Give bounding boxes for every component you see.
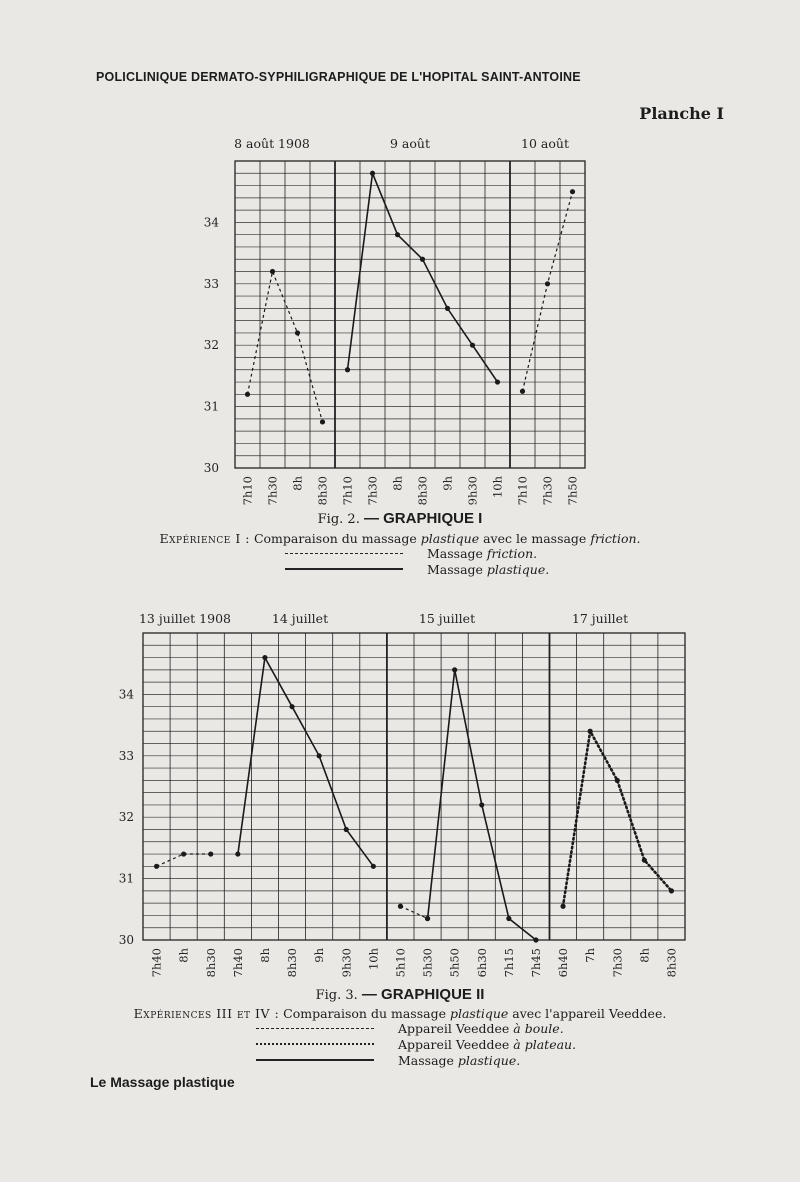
data-point [245,392,250,397]
fig3-legend-row [256,1036,576,1052]
x-tick-label: 7h50 [565,476,580,506]
fig3-label: Fig. 3. [315,988,358,1003]
data-point [445,306,450,311]
x-tick-label: 8h30 [315,476,330,506]
x-tick-label: 7h30 [540,476,555,506]
data-point [395,232,400,237]
y-tick-label: 33 [203,276,219,291]
date-label: 15 juillet [418,611,476,626]
data-point [262,655,267,660]
x-tick-label: 7h40 [230,948,245,978]
data-point [295,330,300,335]
fig3-desc-em1: plastique [449,1006,509,1021]
x-tick-label: 7h10 [340,476,355,506]
data-point [345,367,350,372]
fig2-legend-row [285,545,537,561]
legend-swatch-dashed [285,553,403,554]
data-point [533,937,538,942]
fig2-desc-em2: friction. [590,531,641,546]
legend-swatch-solid [285,568,403,570]
fig2-legend-label-em: plastique. [486,561,550,577]
x-tick-label: 9h30 [465,476,480,506]
x-tick-label: 10h [490,476,505,499]
data-point [452,667,457,672]
fig3-desc-mid: avec l'appareil Veeddee. [512,1006,667,1021]
fig2-legend-label: Massage [427,545,483,561]
series-line [563,731,672,906]
x-tick-label: 7h45 [528,948,543,978]
y-tick-label: 34 [203,215,219,230]
date-label: 17 juillet [571,611,629,626]
fig2-desc-prefix: Comparaison du massage [253,531,417,546]
data-point [520,389,525,394]
x-tick-label: 8h30 [664,948,679,978]
series-line [523,192,573,392]
y-tick-label: 31 [203,399,219,414]
data-point [615,778,620,783]
data-point [560,904,565,909]
fig2-caption [0,510,800,527]
x-tick-label: 5h50 [447,948,462,978]
fig3-legend-label: Massage [398,1052,454,1068]
fig3-legend-label-em: à boule. [513,1020,564,1036]
x-tick-label: 9h [440,476,455,491]
legend-swatch-dashed [256,1028,374,1029]
x-tick-label: 5h30 [420,948,435,978]
data-point [588,729,593,734]
x-tick-label: 8h [637,948,652,963]
fig2-description [0,531,800,546]
fig2-label: Fig. 2. [317,512,360,527]
fig3-title: — GRAPHIQUE II [361,986,485,1003]
fig3-description [0,1006,800,1021]
x-tick-label: 5h10 [393,948,408,978]
date-label: 14 juillet [271,611,329,626]
page-footer: Le Massage plastique [90,1074,235,1090]
data-point [495,379,500,384]
data-point [208,851,213,856]
fig3-legend-label: Appareil Veeddee [398,1036,510,1052]
date-label: 9 août [390,136,430,151]
y-tick-label: 32 [203,338,219,353]
fig3-legend-row [256,1052,520,1068]
x-tick-label: 7h40 [149,948,164,978]
fig2-desc-mid: avec le massage [483,531,587,546]
data-point [371,864,376,869]
legend-swatch-solid [256,1059,374,1061]
fig2-experiment: Expérience I : [159,531,250,546]
data-point [506,916,511,921]
fig3-legend-row [256,1020,564,1036]
legend-swatch-stars [256,1043,374,1045]
x-tick-label: 7h30 [265,476,280,506]
data-point [235,851,240,856]
x-tick-label: 8h30 [285,948,300,978]
y-tick-label: 33 [118,748,134,763]
fig3-legend-label-em: à plateau. [513,1036,577,1052]
data-point [669,888,674,893]
x-tick-label: 9h [312,948,327,963]
fig2-legend-label: Massage [427,561,483,577]
data-point [154,864,159,869]
date-label: 8 août 1908 [234,136,310,151]
x-tick-label: 8h [390,476,405,491]
fig2-legend-row [285,561,549,577]
data-point [317,753,322,758]
x-tick-label: 7h10 [515,476,530,506]
data-point [470,343,475,348]
x-tick-label: 7h10 [240,476,255,506]
fig2-desc-em1: plastique [420,531,480,546]
x-tick-label: 7h30 [610,948,625,978]
x-tick-label: 6h40 [556,948,571,978]
y-tick-label: 30 [118,933,134,947]
data-point [320,419,325,424]
x-tick-label: 9h30 [339,948,354,978]
data-point [289,704,294,709]
y-tick-label: 34 [118,687,134,702]
y-tick-label: 32 [118,810,134,825]
data-point [570,189,575,194]
data-point [344,827,349,832]
date-label: 13 juillet 1908 [138,611,232,626]
data-point [181,851,186,856]
y-tick-label: 31 [118,871,134,886]
data-point [642,858,647,863]
date-label: 10 août [521,136,569,151]
x-tick-label: 8h30 [203,948,218,978]
y-tick-label: 30 [203,461,219,475]
x-tick-label: 7h [583,948,598,963]
series-line [348,173,498,382]
fig3-legend-label: Appareil Veeddee [398,1020,510,1036]
data-point [479,802,484,807]
x-tick-label: 8h [176,948,191,963]
data-point [545,281,550,286]
data-point [398,904,403,909]
x-tick-label: 8h [290,476,305,491]
plate-label: Planche I [639,104,724,123]
fig3-caption [0,986,800,1003]
x-tick-label: 7h15 [501,948,516,978]
fig2-title: — GRAPHIQUE I [363,510,483,527]
fig3-desc-prefix: Comparaison du massage [283,1006,446,1021]
data-point [270,269,275,274]
x-tick-label: 7h30 [365,476,380,506]
fig2-legend-label-em: friction. [486,545,538,561]
data-point [420,257,425,262]
x-tick-label: 8h [257,948,272,963]
data-point [370,171,375,176]
x-tick-label: 6h30 [474,948,489,978]
data-point [425,916,430,921]
fig3-legend-label-em: plastique. [457,1052,521,1068]
x-tick-label: 8h30 [415,476,430,506]
fig3-experiment: Expériences III et IV : [133,1006,280,1021]
page-header: POLICLINIQUE DERMATO-SYPHILIGRAPHIQUE DE L'HOPITAL SAINT-ANTOINE [96,70,581,84]
x-tick-label: 10h [366,948,381,971]
